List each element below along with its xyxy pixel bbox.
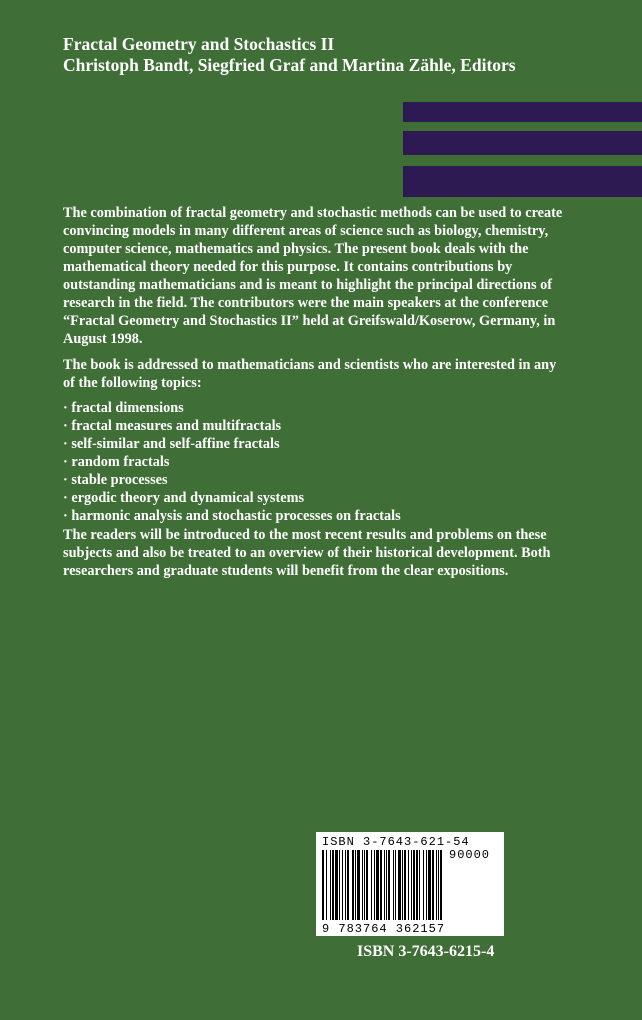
- barcode-bar: [384, 850, 385, 920]
- barcode-bar: [352, 850, 354, 920]
- barcode-price-code: 90000: [449, 848, 491, 862]
- barcode-bar: [419, 850, 420, 920]
- barcode-bar: [440, 850, 442, 920]
- barcode-bar: [345, 850, 346, 920]
- barcode-bar: [347, 850, 349, 920]
- barcode-bar: [413, 850, 415, 920]
- topic-item: · random fractals: [63, 454, 170, 470]
- decorative-stripe-2: [403, 131, 642, 155]
- barcode-bar: [393, 850, 394, 920]
- barcode-bar: [404, 850, 406, 920]
- barcode-bar: [398, 850, 401, 920]
- topic-item: · ergodic theory and dynamical systems: [63, 490, 305, 506]
- isbn-label: ISBN 3-7643-6215-4: [357, 943, 495, 960]
- book-title: Fractal Geometry and Stochastics II: [63, 34, 335, 54]
- barcode-bar: [386, 850, 387, 920]
- book-header: [63, 34, 516, 76]
- topic-item: · self-similar and self-affine fractals: [63, 436, 280, 452]
- decorative-stripe-1: [403, 102, 642, 122]
- intro-paragraph: The combination of fractal geometry and stochastic methods can be used to create convincing models in many different areas of science such as biology, chemistry, computer science, mathematics and physics. The present book deals with the mathematical theory needed for this purpose. It contains contributions by outstanding mathematicians and is meant to highlight the principal directions of research in the field. The contributors were the main speakers at the conference “Fractal Geometry and Stochastics II” held at Greifswald/Koserow, Germany, in August 1998.: [63, 205, 563, 347]
- barcode-number: 9 783764 362157: [322, 922, 446, 936]
- audience-paragraph: The book is addressed to mathematicians and scientists who are interested in any of the following topics:: [63, 357, 557, 391]
- barcode-bar: [374, 850, 375, 920]
- barcode-isbn-text: ISBN 3-7643-621-54: [322, 835, 470, 849]
- barcode-bar: [376, 850, 379, 920]
- topic-item: · fractal dimensions: [63, 400, 184, 416]
- barcode-bar: [357, 850, 360, 920]
- barcode-bar: [395, 850, 396, 920]
- barcode-bar: [436, 850, 437, 920]
- barcode-bar: [330, 850, 331, 920]
- decorative-stripe-3: [403, 166, 642, 197]
- barcode-bar: [416, 850, 418, 920]
- barcode-bar: [402, 850, 403, 920]
- barcode-bar: [411, 850, 412, 920]
- barcode-bar: [426, 850, 427, 920]
- barcode-bar: [428, 850, 431, 920]
- barcode-bar: [339, 850, 340, 920]
- barcode-bar: [322, 850, 324, 920]
- barcode-bar: [364, 850, 365, 920]
- barcode-bar: [388, 850, 390, 920]
- barcode-bar: [380, 850, 382, 920]
- book-editors: Christoph Bandt, Siegfried Graf and Martina Zähle, Editors: [63, 55, 516, 75]
- barcode-panel: [316, 832, 504, 936]
- barcode-bar: [432, 850, 434, 920]
- closing-paragraph: The readers will be introduced to the most recent results and problems on these subjects and also be treated to an overview of their historical development. Both researchers and graduate students will benefit from the clear expositions.: [63, 527, 551, 579]
- barcode-bar: [408, 850, 409, 920]
- barcode-bar: [342, 850, 343, 920]
- barcode-bar: [326, 850, 327, 920]
- barcode-bar: [438, 850, 439, 920]
- barcode-bar: [423, 850, 424, 920]
- barcode-bar: [366, 850, 368, 920]
- barcode-bar: [335, 850, 338, 920]
- topic-item: · stable processes: [63, 472, 168, 488]
- barcode-bar: [355, 850, 356, 920]
- barcode-bar: [362, 850, 363, 920]
- topic-item: · fractal measures and multifractals: [63, 418, 282, 434]
- barcode-bar: [332, 850, 334, 920]
- topic-item: · harmonic analysis and stochastic processes on fractals: [63, 508, 401, 524]
- topics-list: [63, 399, 563, 525]
- barcode-bars: [322, 850, 446, 922]
- barcode-bar: [371, 850, 372, 920]
